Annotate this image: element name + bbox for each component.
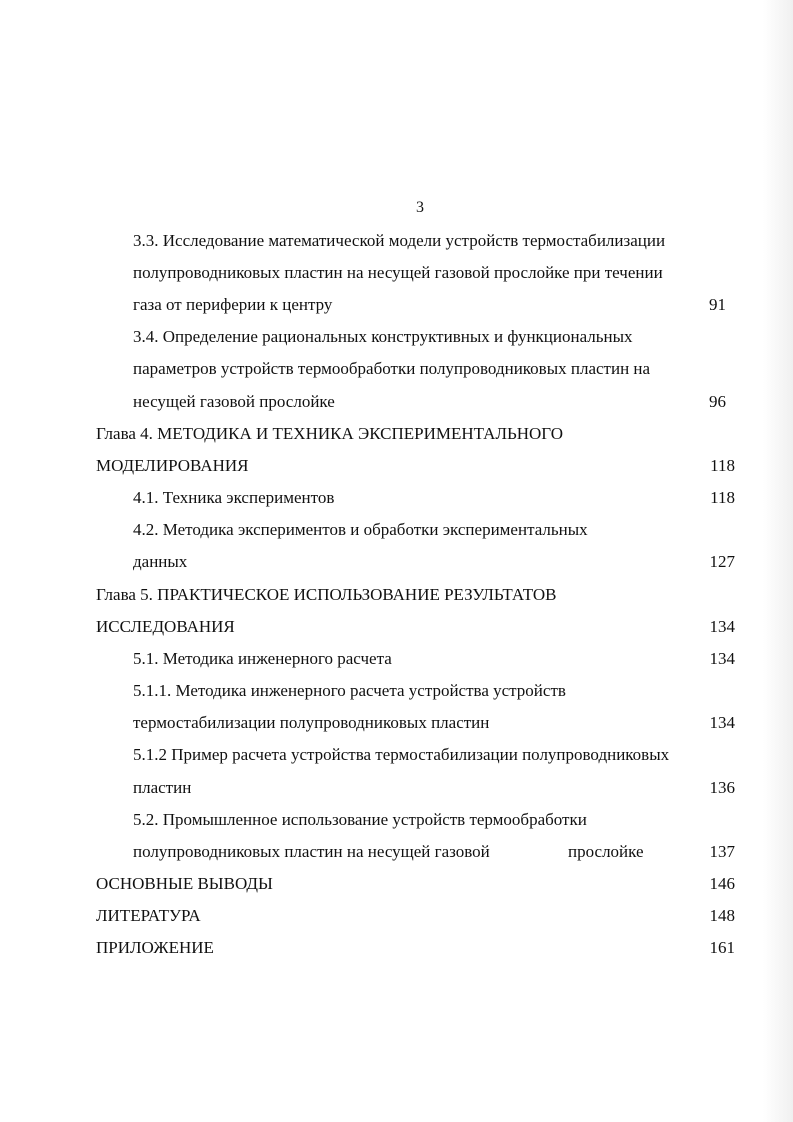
toc-appendix-page: 161 <box>709 938 735 957</box>
toc-5-1-1-line-1: 5.1.1. Методика инженерного расчета устройства устройств <box>133 681 566 700</box>
toc-literature-page: 148 <box>709 906 735 925</box>
toc-3-3-line-2: полупроводниковых пластин на несущей газовой прослойке при течении <box>133 263 663 282</box>
toc-chapter-4-page: 118 <box>710 456 735 475</box>
page-number: 3 <box>416 199 424 216</box>
toc-3-4-line-1: 3.4. Определение рациональных конструктивных и функциональных <box>133 327 633 346</box>
toc-5-1-page: 134 <box>709 649 735 668</box>
toc-3-4-page: 96 <box>709 392 726 411</box>
toc-5-2-page: 137 <box>709 842 735 861</box>
toc-3-3-page: 91 <box>709 295 726 314</box>
toc-conclusions-page: 146 <box>709 874 735 893</box>
toc-5-1-1-page: 134 <box>709 713 735 732</box>
toc-4-2-page: 127 <box>709 552 735 571</box>
page-edge-shade <box>763 0 793 1122</box>
toc-conclusions-title: ОСНОВНЫЕ ВЫВОДЫ <box>96 874 273 893</box>
toc-5-1-2-line-1: 5.1.2 Пример расчета устройства термостабилизации полупроводниковых <box>133 745 670 764</box>
toc-5-2-line-1: 5.2. Промышленное использование устройств термообработки <box>133 810 587 829</box>
toc-chapter-5-line-2: ИССЛЕДОВАНИЯ <box>96 617 235 636</box>
toc-5-2-line-2: полупроводниковых пластин на несущей газовой <box>133 842 490 861</box>
toc-3-3-line-3: газа от периферии к центру <box>133 295 333 314</box>
toc-chapter-5-line-1: Глава 5. ПРАКТИЧЕСКОЕ ИСПОЛЬЗОВАНИЕ РЕЗУЛЬТАТОВ <box>96 585 557 604</box>
toc-3-4-line-2: параметров устройств термообработки полупроводниковых пластин на <box>133 359 651 378</box>
toc-literature-title: ЛИТЕРАТУРА <box>96 906 201 925</box>
toc-5-1-line-1: 5.1. Методика инженерного расчета <box>133 649 392 668</box>
toc-4-2-line-2: данных <box>133 552 188 571</box>
toc-5-1-2-page: 136 <box>709 778 735 797</box>
toc-5-1-1-line-2: термостабилизации полупроводниковых пластин <box>133 713 490 732</box>
toc-5-2-trailing-word: прослойке <box>568 842 644 861</box>
toc-5-1-2-line-2: пластин <box>133 778 192 797</box>
toc-chapter-4-line-2: МОДЕЛИРОВАНИЯ <box>96 456 249 475</box>
toc-3-3-line-1: 3.3. Исследование математической модели устройств термостабилизации <box>133 231 666 250</box>
toc-4-1-line-1: 4.1. Техника экспериментов <box>133 488 335 507</box>
toc-chapter-4-line-1: Глава 4. МЕТОДИКА И ТЕХНИКА ЭКСПЕРИМЕНТАЛЬНОГО <box>96 424 563 443</box>
toc-4-2-line-1: 4.2. Методика экспериментов и обработки экспериментальных <box>133 520 588 539</box>
toc-appendix-title: ПРИЛОЖЕНИЕ <box>96 938 214 957</box>
toc-4-1-page: 118 <box>710 488 735 507</box>
toc-chapter-5-page: 134 <box>709 617 735 636</box>
toc-3-4-line-3: несущей газовой прослойке <box>133 392 335 411</box>
